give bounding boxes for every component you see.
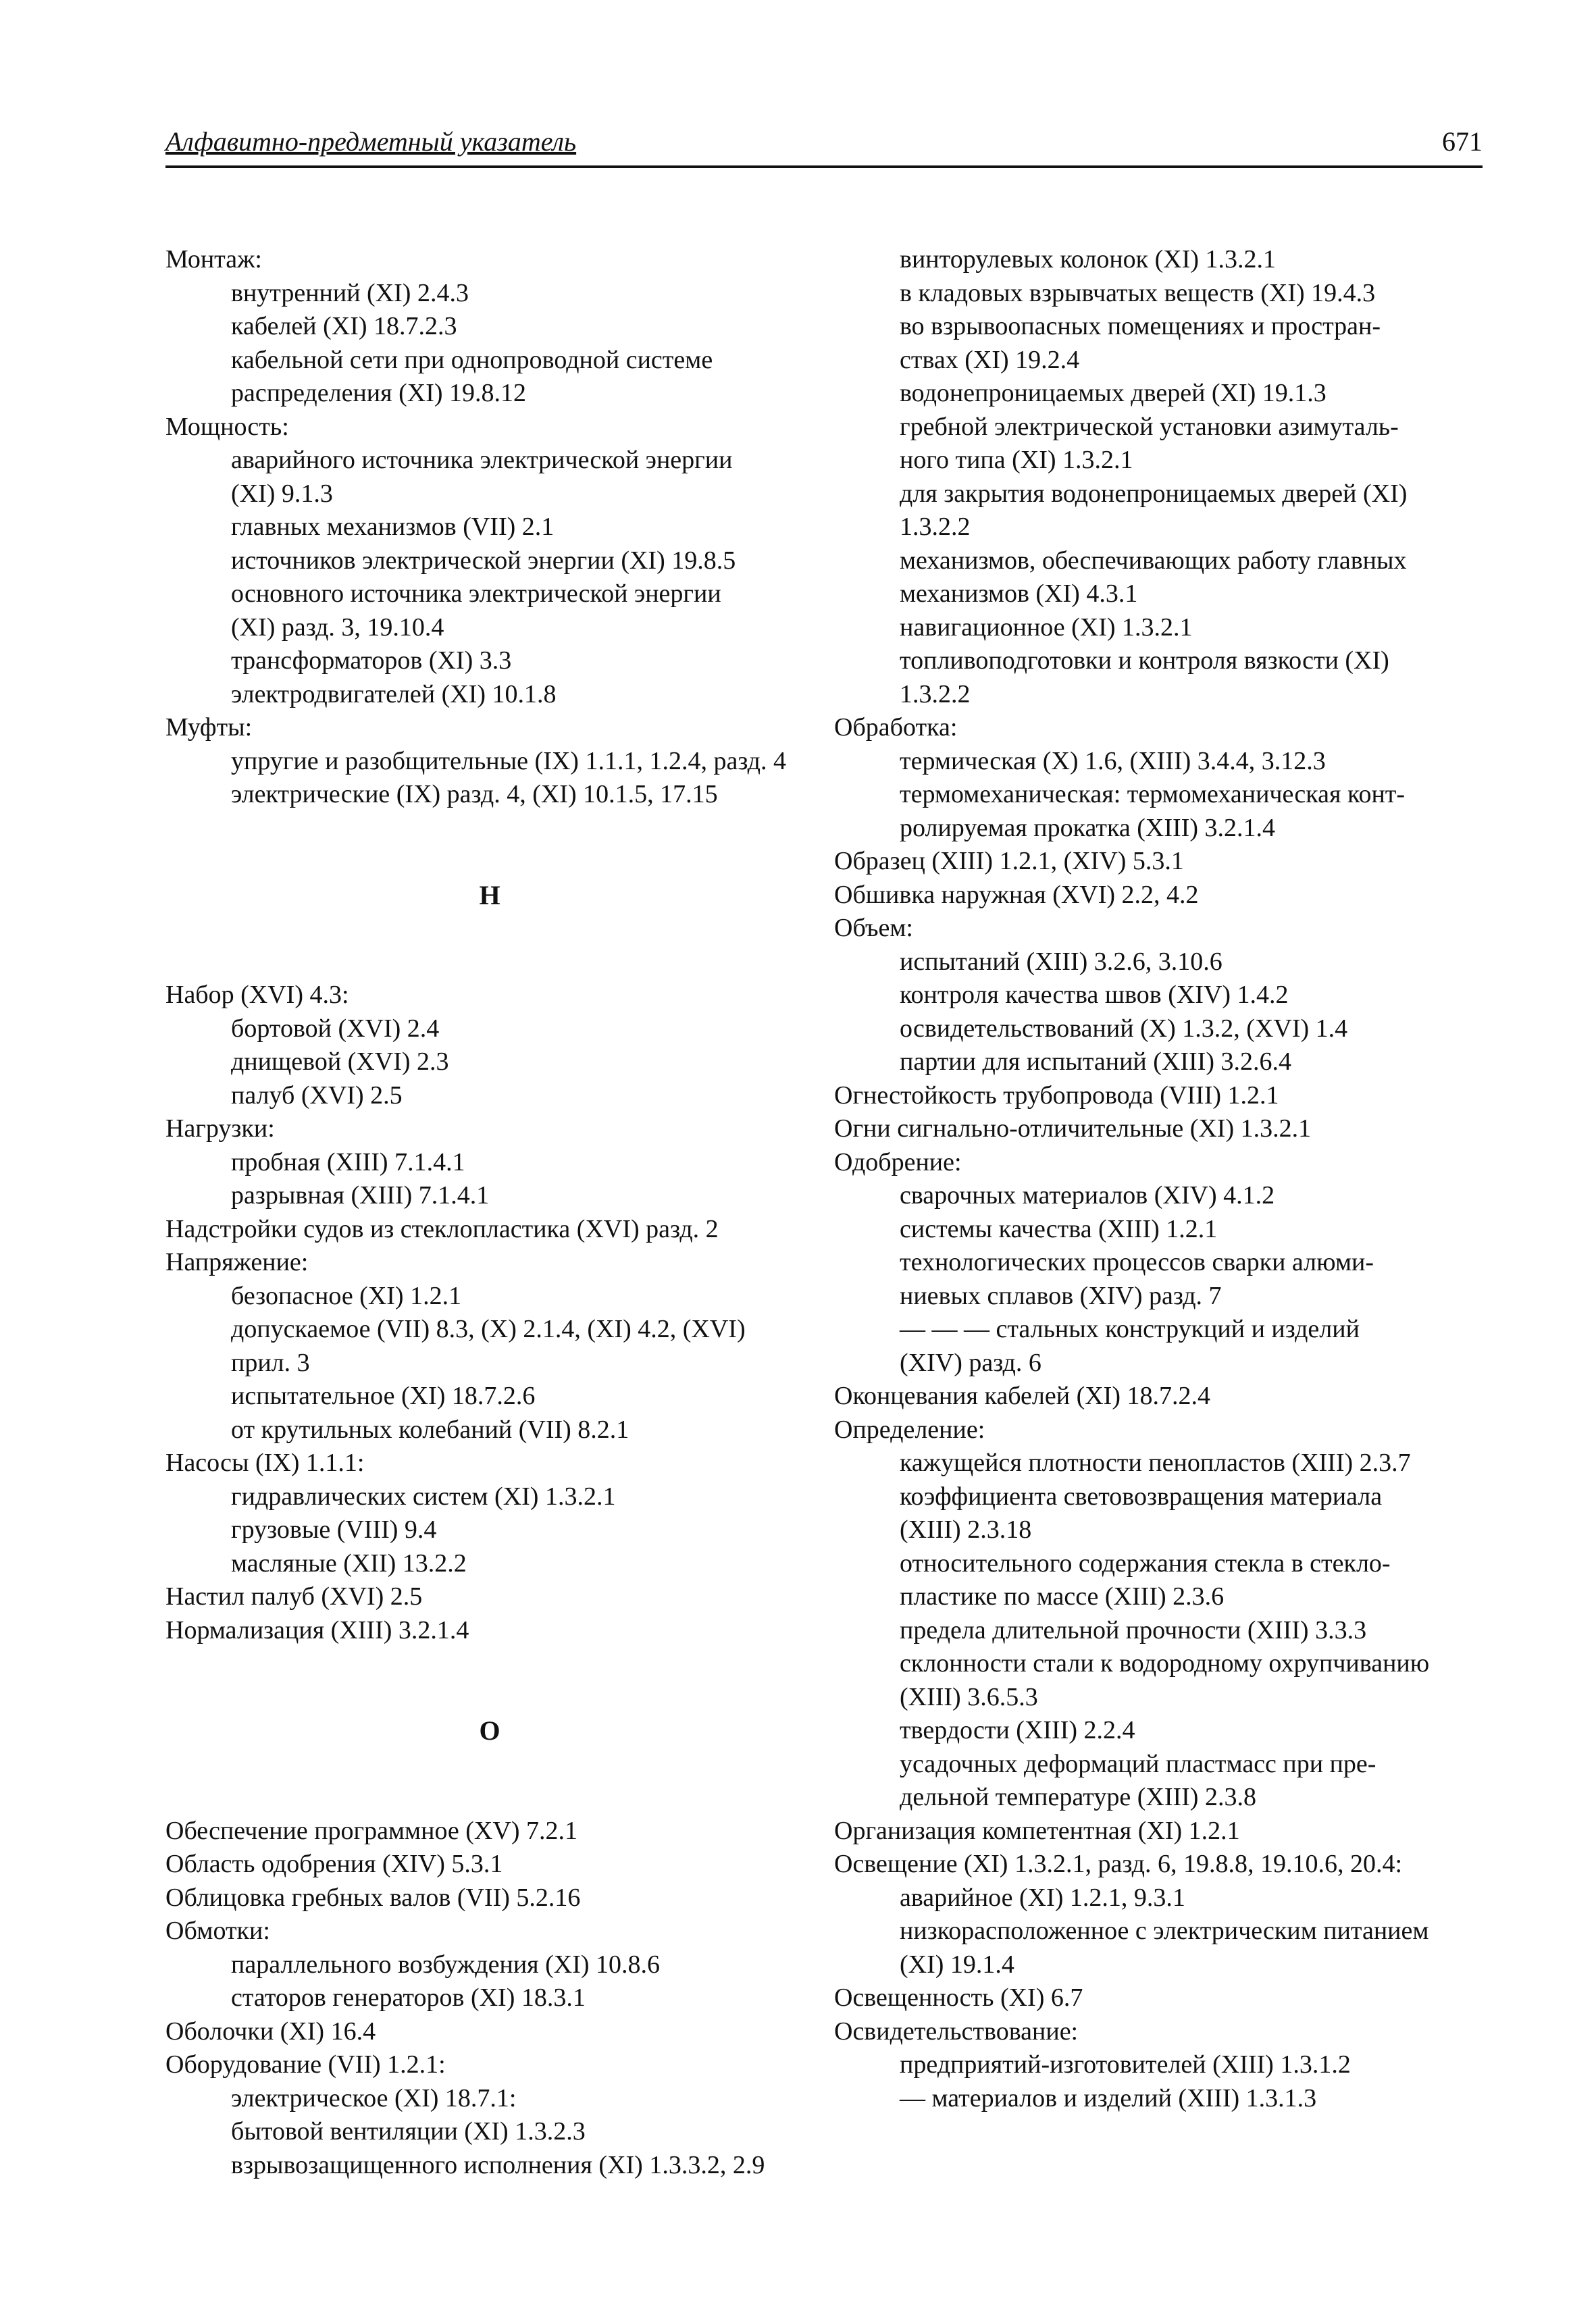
- index-subentry: внутренний (XI) 2.4.3: [231, 278, 469, 307]
- index-subentry: испытаний (XIII) 3.2.6, 3.10.6: [900, 947, 1222, 976]
- index-subentry: пластике по массе (XIII) 2.3.6: [900, 1582, 1225, 1611]
- index-entry: Напряжение:: [165, 1248, 309, 1276]
- index-subentry: усадочных деформаций пластмасс при пре-: [900, 1749, 1376, 1778]
- index-entry: Мощность:: [165, 412, 289, 441]
- index-subentry: контроля качества швов (XIV) 1.4.2: [900, 981, 1289, 1009]
- index-subentry: винторулевых колонок (XI) 1.3.2.1: [900, 245, 1277, 274]
- index-subentry: главных механизмов (VII) 2.1: [231, 513, 555, 541]
- index-subentry: сварочных материалов (XIV) 4.1.2: [900, 1181, 1275, 1210]
- index-subentry: (XI) 19.1.4: [900, 1950, 1014, 1979]
- index-subentry: в кладовых взрывчатых веществ (XI) 19.4.3: [900, 278, 1376, 307]
- index-subentry: водонепроницаемых дверей (XI) 19.1.3: [900, 379, 1327, 407]
- index-subentry: трансформаторов (XI) 3.3: [231, 646, 512, 675]
- index-subentry: параллельного возбуждения (XI) 10.8.6: [231, 1950, 661, 1979]
- index-subentry: — материалов и изделий (XIII) 1.3.1.3: [900, 2083, 1317, 2112]
- index-subentry: от крутильных колебаний (VII) 8.2.1: [231, 1415, 629, 1444]
- index-entry: Огни сигнально-отличительные (XI) 1.3.2.1: [834, 1114, 1312, 1143]
- index-subentry: безопасное (XI) 1.2.1: [231, 1281, 462, 1310]
- index-subentry: для закрытия водонепроницаемых дверей (XI): [900, 479, 1408, 508]
- index-subentry: грузовые (VIII) 9.4: [231, 1515, 437, 1544]
- index-subentry: навигационное (XI) 1.3.2.1: [900, 613, 1193, 642]
- index-subentry: взрывозащищенного исполнения (XI) 1.3.3.2, 2.9: [231, 2150, 765, 2179]
- index-entry: Организация компетентная (XI) 1.2.1: [834, 1816, 1240, 1845]
- index-subentry: кабельной сети при однопроводной системе: [231, 345, 713, 374]
- page-header: [165, 125, 1483, 168]
- index-subentry: 1.3.2.2: [900, 513, 971, 541]
- index-entry: Освещенность (XI) 6.7: [834, 1983, 1083, 2012]
- index-subentry: испытательное (XI) 18.7.2.6: [231, 1382, 536, 1410]
- index-subentry: твердости (XIII) 2.2.4: [900, 1716, 1135, 1744]
- index-subentry: статоров генераторов (XI) 18.3.1: [231, 1983, 586, 2012]
- index-entry: Объем:: [834, 914, 913, 942]
- index-subentry: гребной электрической установки азимуталь-: [900, 412, 1399, 441]
- index-subentry: электродвигателей (XI) 10.1.8: [231, 679, 557, 708]
- index-subentry: масляные (XII) 13.2.2: [231, 1549, 467, 1578]
- index-entry: Обработка:: [834, 713, 958, 742]
- index-entry: Нагрузки:: [165, 1114, 275, 1143]
- index-subentry: системы качества (XIII) 1.2.1: [900, 1214, 1218, 1243]
- index-entry: Освещение (XI) 1.3.2.1, разд. 6, 19.8.8, 19.10.6, 20.4:: [834, 1850, 1403, 1878]
- index-subentry: ного типа (XI) 1.3.2.1: [900, 446, 1133, 474]
- index-subentry: разрывная (XIII) 7.1.4.1: [231, 1181, 490, 1210]
- section-letter: Н: [479, 879, 500, 910]
- left-column: [165, 243, 814, 2182]
- index-subentry: относительного содержания стекла в стекло-: [900, 1549, 1391, 1578]
- index-subentry: (XIII) 3.6.5.3: [900, 1682, 1038, 1711]
- index-entry: Образец (XIII) 1.2.1, (XIV) 5.3.1: [834, 847, 1184, 875]
- index-subentry: склонности стали к водородному охрупчиванию: [900, 1649, 1430, 1678]
- index-entry: Монтаж:: [165, 245, 262, 274]
- index-subentry: палуб (XVI) 2.5: [231, 1081, 403, 1110]
- index-subentry: упругие и разобщительные (IX) 1.1.1, 1.2.4, разд. 4: [231, 746, 786, 775]
- index-subentry: допускаемое (VII) 8.3, (X) 2.1.4, (XI) 4.2, (XVI): [231, 1315, 746, 1343]
- index-subentry: (XIV) разд. 6: [900, 1348, 1041, 1377]
- index-subentry: освидетельствований (X) 1.3.2, (XVI) 1.4: [900, 1014, 1348, 1043]
- index-entry: Обеспечение программное (XV) 7.2.1: [165, 1816, 577, 1845]
- index-subentry: электрическое (XI) 18.7.1:: [231, 2083, 517, 2112]
- index-entry: Область одобрения (XIV) 5.3.1: [165, 1850, 503, 1878]
- index-subentry: 1.3.2.2: [900, 679, 971, 708]
- index-entry: Определение:: [834, 1415, 985, 1444]
- index-subentry: бытовой вентиляции (XI) 1.3.2.3: [231, 2117, 586, 2146]
- index-entry: Огнестойкость трубопровода (VIII) 1.2.1: [834, 1081, 1279, 1110]
- index-subentry: источников электрической энергии (XI) 19.8.5: [231, 546, 736, 575]
- index-subentry: механизмов, обеспечивающих работу главных: [900, 546, 1407, 575]
- index-subentry: аварийного источника электрической энергии: [231, 446, 733, 474]
- index-subentry: (XI) разд. 3, 19.10.4: [231, 613, 444, 642]
- index-subentry: предела длительной прочности (XIII) 3.3.3: [900, 1615, 1367, 1644]
- index-entry: Освидетельствование:: [834, 2017, 1079, 2046]
- index-subentry: электрические (IX) разд. 4, (XI) 10.1.5, 17.15: [231, 780, 718, 808]
- index-subentry: термическая (X) 1.6, (XIII) 3.4.4, 3.12.3: [900, 746, 1326, 775]
- index-subentry: партии для испытаний (XIII) 3.2.6.4: [900, 1047, 1291, 1076]
- index-entry: Муфты:: [165, 713, 253, 742]
- index-subentry: бортовой (XVI) 2.4: [231, 1014, 440, 1043]
- index-subentry: кажущейся плотности пенопластов (XIII) 2.3.7: [900, 1449, 1411, 1477]
- index-entry: Обшивка наружная (XVI) 2.2, 4.2: [834, 880, 1199, 909]
- index-subentry: кабелей (XI) 18.7.2.3: [231, 312, 457, 340]
- index-entry: Нормализация (XIII) 3.2.1.4: [165, 1615, 469, 1644]
- index-entry: Оконцевания кабелей (XI) 18.7.2.4: [834, 1382, 1210, 1410]
- index-entry: Обмотки:: [165, 1917, 270, 1945]
- index-subentry: термомеханическая: термомеханическая конт-: [900, 780, 1406, 808]
- index-subentry: технологических процессов сварки алюми-: [900, 1248, 1374, 1276]
- index-subentry: во взрывоопасных помещениях и простран-: [900, 312, 1381, 340]
- index-entry: Надстройки судов из стеклопластика (XVI) разд. 2: [165, 1214, 719, 1243]
- index-subentry: ниевых сплавов (XIV) разд. 7: [900, 1281, 1222, 1310]
- section-letter: О: [479, 1715, 500, 1746]
- index-entry: Облицовка гребных валов (VII) 5.2.16: [165, 1883, 581, 1912]
- index-subentry: (XI) 9.1.3: [231, 479, 333, 508]
- running-title: Алфавитно-предметный указатель: [165, 126, 577, 157]
- index-subentry: распределения (XI) 19.8.12: [231, 379, 527, 407]
- index-subentry: топливоподготовки и контроля вязкости (XI): [900, 646, 1389, 675]
- index-subentry: ствах (XI) 19.2.4: [900, 345, 1080, 374]
- index-entry: Набор (XVI) 4.3:: [165, 981, 349, 1009]
- index-subentry: (XIII) 2.3.18: [900, 1515, 1032, 1544]
- index-subentry: гидравлических систем (XI) 1.3.2.1: [231, 1482, 616, 1511]
- index-subentry: днищевой (XVI) 2.3: [231, 1047, 449, 1076]
- index-subentry: дельной температуре (XIII) 2.3.8: [900, 1783, 1256, 1811]
- right-column: [834, 243, 1503, 2115]
- index-subentry: предприятий-изготовителей (XIII) 1.3.1.2: [900, 2050, 1351, 2079]
- index-subentry: ролируемая прокатка (XIII) 3.2.1.4: [900, 813, 1275, 842]
- index-entry: Насосы (IX) 1.1.1:: [165, 1449, 365, 1477]
- index-entry: Оболочки (XI) 16.4: [165, 2017, 376, 2046]
- index-subentry: низкорасположенное с электрическим питанием: [900, 1917, 1429, 1945]
- index-subentry: механизмов (XI) 4.3.1: [900, 579, 1138, 608]
- index-subentry: — — — стальных конструкций и изделий: [900, 1315, 1360, 1343]
- index-entry: Оборудование (VII) 1.2.1:: [165, 2050, 446, 2079]
- index-subentry: основного источника электрической энергии: [231, 579, 721, 608]
- index-subentry: аварийное (XI) 1.2.1, 9.3.1: [900, 1883, 1185, 1912]
- index-subentry: прил. 3: [231, 1348, 310, 1377]
- index-entry: Одобрение:: [834, 1147, 962, 1176]
- index-entry: Настил палуб (XVI) 2.5: [165, 1582, 423, 1611]
- page-number: 671: [1442, 126, 1483, 157]
- index-subentry: коэффициента световозвращения материала: [900, 1482, 1383, 1511]
- index-subentry: пробная (XIII) 7.1.4.1: [231, 1147, 465, 1176]
